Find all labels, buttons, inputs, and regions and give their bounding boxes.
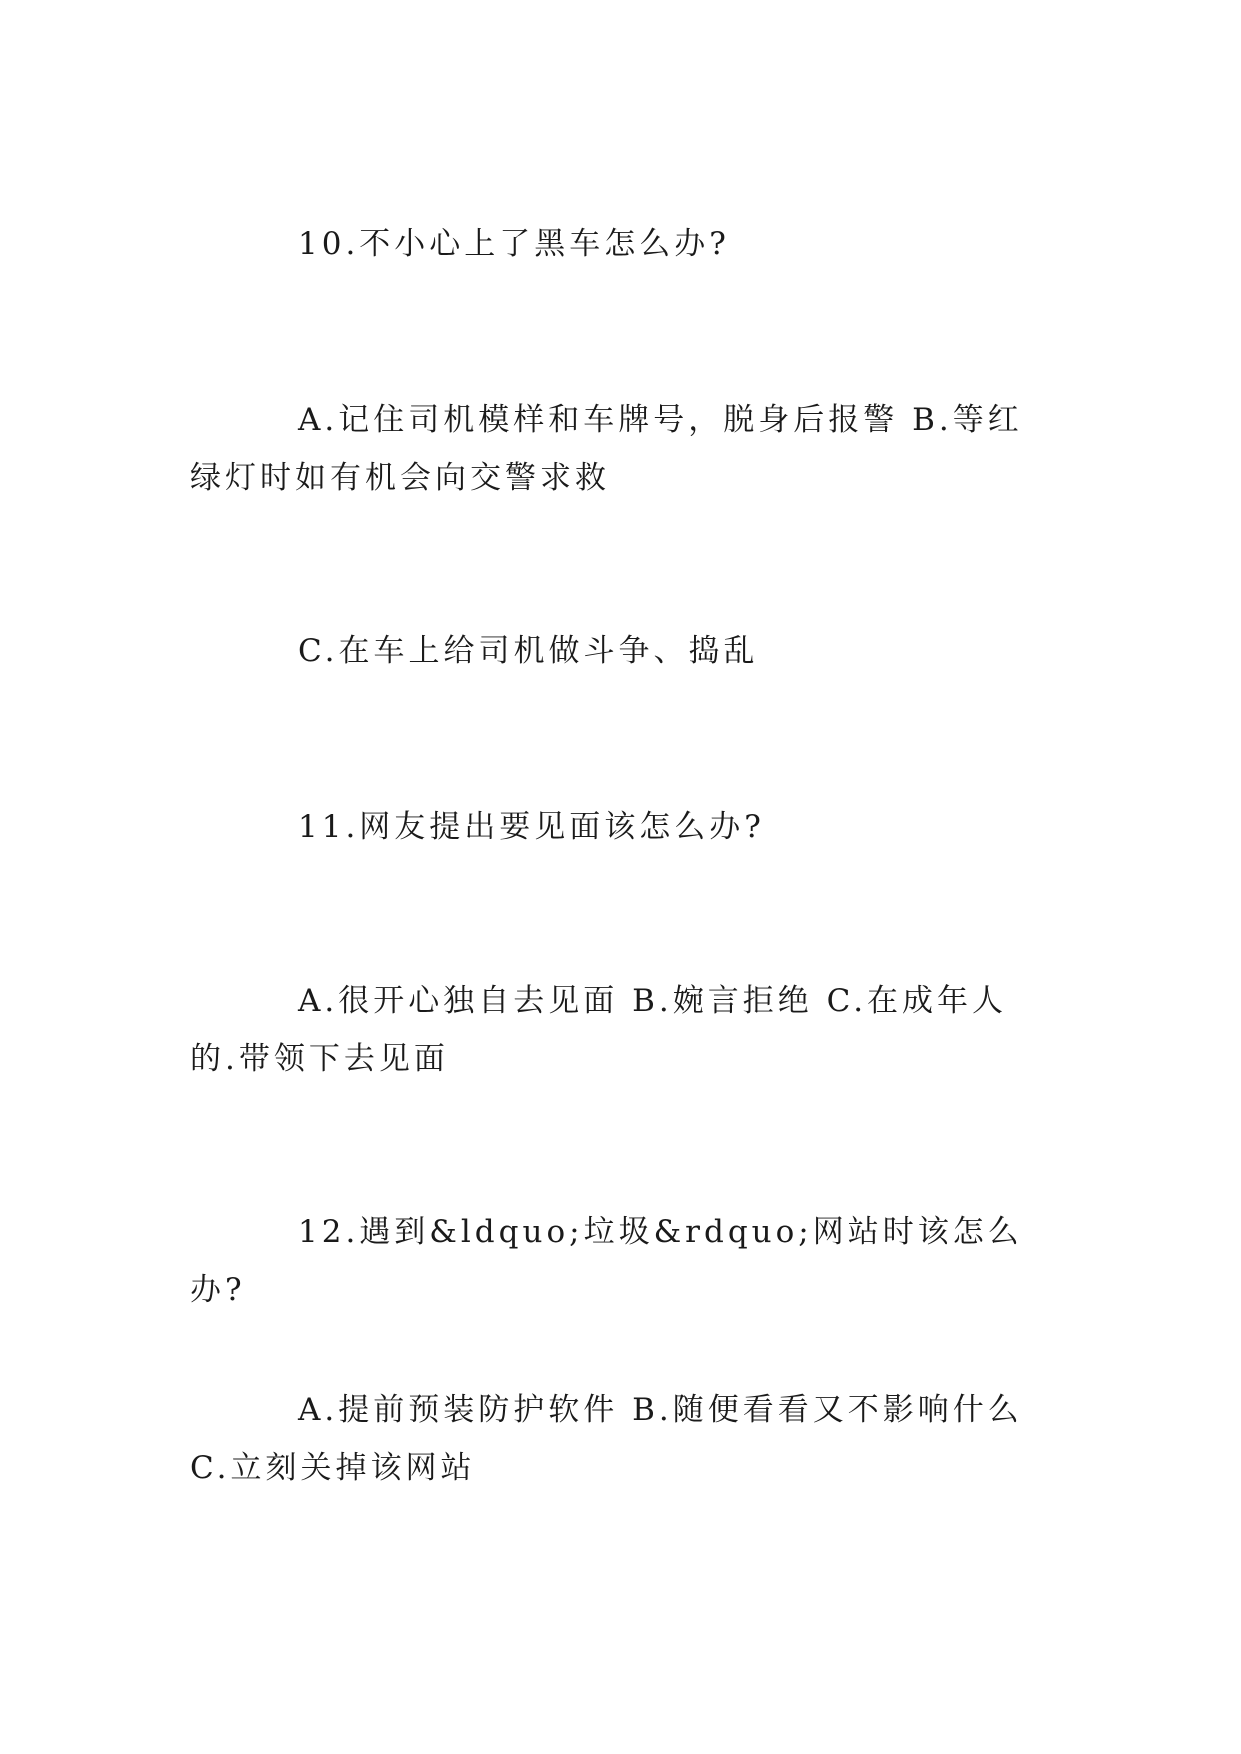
question-11: 11.网友提出要见面该怎么办? (298, 809, 765, 845)
question-10-option-c: C.在车上给司机做斗争、捣乱 (298, 633, 759, 669)
question-10-options-ab: A.记住司机模样和车牌号，脱身后报警 B.等红绿灯时如有机会向交警求救 (190, 402, 1023, 496)
question-12: 12.遇到&ldquo;垃圾&rdquo;网站时该怎么办? (190, 1214, 1023, 1308)
question-10: 10.不小心上了黑车怎么办? (298, 226, 730, 262)
question-12-options: A.提前预装防护软件 B.随便看看又不影响什么 C.立刻关掉该网站 (190, 1392, 1023, 1486)
question-11-options: A.很开心独自去见面 B.婉言拒绝 C.在成年人的.带领下去见面 (190, 983, 1008, 1077)
